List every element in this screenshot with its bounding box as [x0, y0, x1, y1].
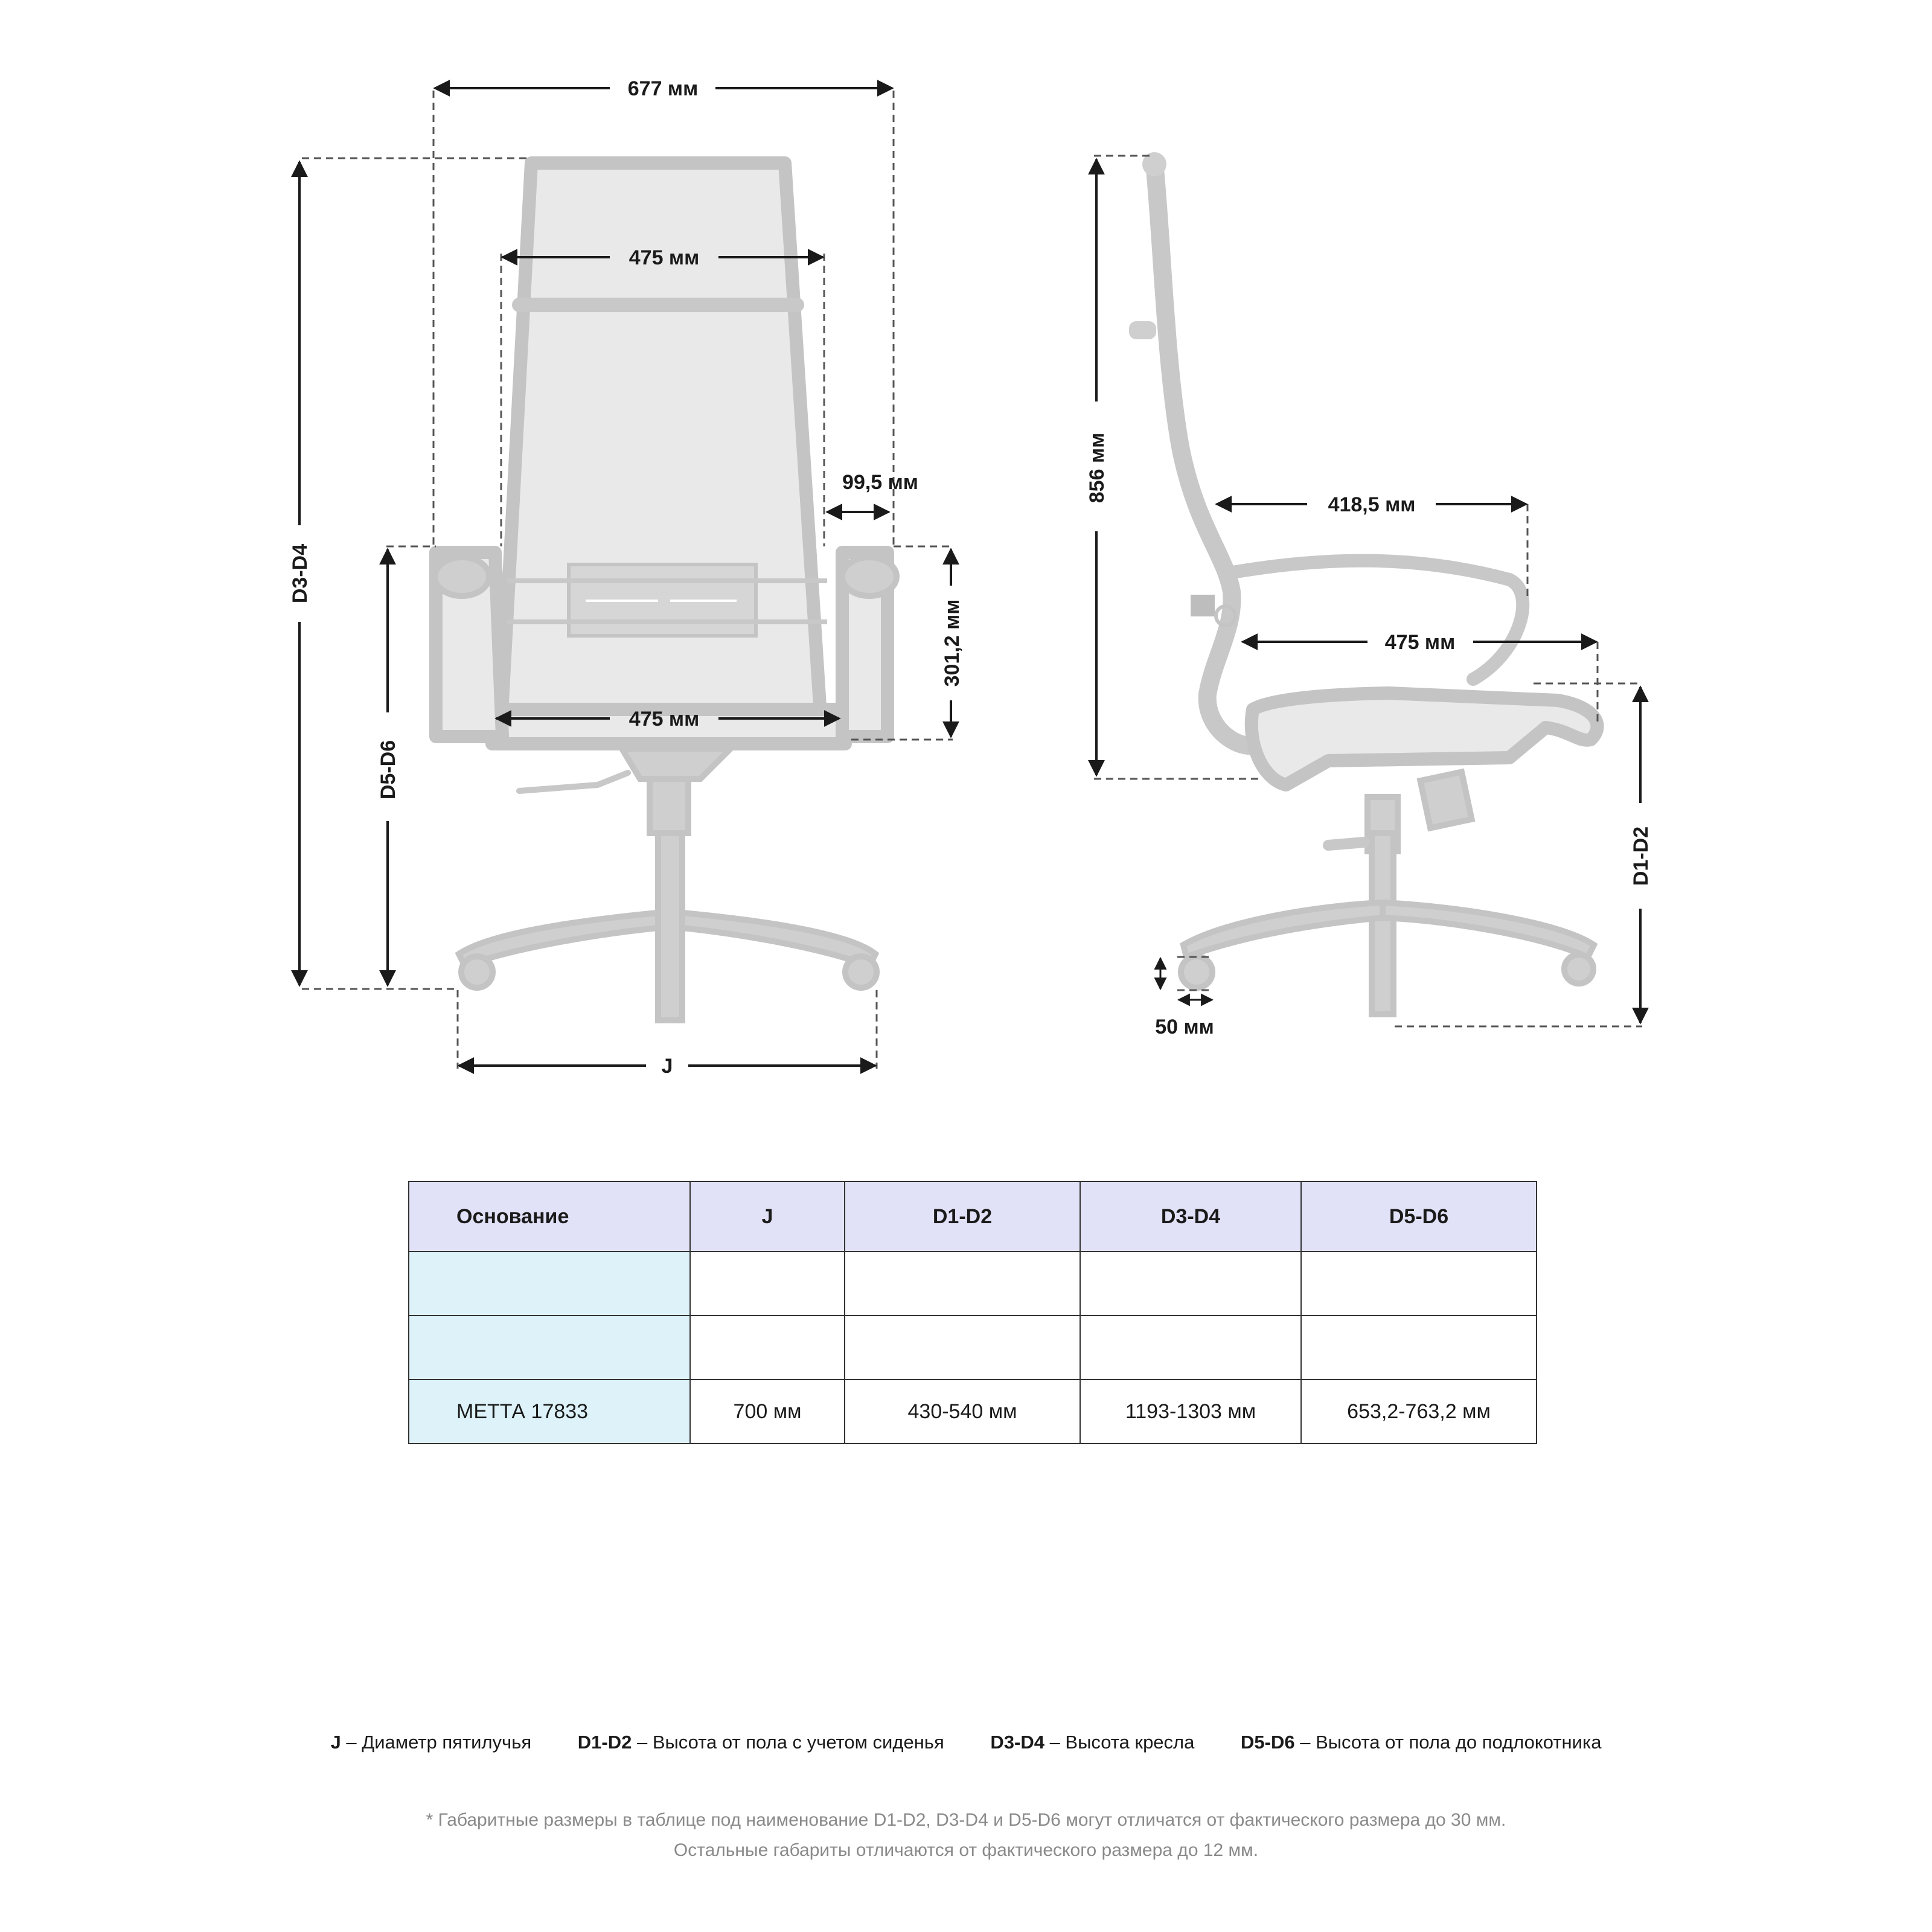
- table-cell: [845, 1316, 1080, 1380]
- table-cell: [1080, 1316, 1301, 1380]
- dim-base-diameter: J: [661, 1055, 673, 1078]
- table-cell: [845, 1252, 1080, 1316]
- footnote-other: Остальные габариты отличаются от фактического размера до 12 мм.: [673, 1840, 1259, 1860]
- table-cell: [409, 1316, 690, 1380]
- dim-caster: 50 мм: [1155, 1016, 1214, 1038]
- legend-item-j: J – Диаметр пятилучья: [330, 1732, 532, 1753]
- dim-back-width: 475 мм: [629, 246, 700, 269]
- dim-total-height: D3-D4: [289, 543, 312, 604]
- dim-seat-depth: 475 мм: [1384, 631, 1456, 654]
- table-cell-d1-d2: 430-540 мм: [845, 1380, 1080, 1444]
- table-cell: [1301, 1316, 1537, 1380]
- table-cell: [1080, 1252, 1301, 1316]
- table-cell: [690, 1252, 845, 1316]
- table-header-cell: D3-D4: [1080, 1182, 1301, 1252]
- dim-overall-width: 677 мм: [627, 77, 699, 100]
- table-header-cell: J: [690, 1182, 845, 1252]
- legend-item-d3-d4: D3-D4 – Высота кресла: [990, 1732, 1195, 1753]
- dim-armrest-floor: D5-D6: [377, 740, 400, 800]
- dim-seat-floor: D1-D2: [1630, 826, 1652, 886]
- chair-front-view: [435, 163, 897, 1020]
- table-row: [409, 1252, 1537, 1316]
- table-header-row: [409, 1182, 1537, 1252]
- footnote-tolerance: * Габаритные размеры в таблице под наименование D1-D2, D3-D4 и D5-D6 могут отличатся от фактического размера до 30 мм.: [426, 1810, 1506, 1830]
- table-row: [409, 1316, 1537, 1380]
- table-cell: [690, 1316, 845, 1380]
- table-cell: [409, 1252, 690, 1316]
- table-header-cell: D5-D6: [1301, 1182, 1537, 1252]
- dim-armrest-width: 99,5 мм: [842, 471, 918, 494]
- dim-seat-width: 475 мм: [629, 708, 700, 731]
- dim-arm-depth: 418,5 мм: [1328, 493, 1416, 516]
- table-cell-d5-d6: 653,2-763,2 мм: [1301, 1380, 1537, 1444]
- table-header-cell: D1-D2: [845, 1182, 1080, 1252]
- table-cell: [1301, 1252, 1537, 1316]
- legend-item-d1-d2: D1-D2 – Высота от пола с учетом сиденья: [577, 1732, 944, 1753]
- table-cell-j: 700 мм: [690, 1380, 845, 1444]
- dim-armrest-height: 301,2 мм: [941, 599, 964, 687]
- table-header-cell: Основание: [409, 1182, 690, 1252]
- table-row: [409, 1380, 1537, 1444]
- dim-back-height: 856 мм: [1086, 432, 1108, 504]
- dimensions-table: [408, 1181, 1537, 1444]
- legend-item-d5-d6: D5-D6 – Высота от пола до подлокотника: [1241, 1732, 1602, 1753]
- legend: [0, 1732, 1932, 1753]
- table-cell-d3-d4: 1193-1303 мм: [1080, 1380, 1301, 1444]
- table-cell-base-name: МЕТТА 17833: [409, 1380, 690, 1444]
